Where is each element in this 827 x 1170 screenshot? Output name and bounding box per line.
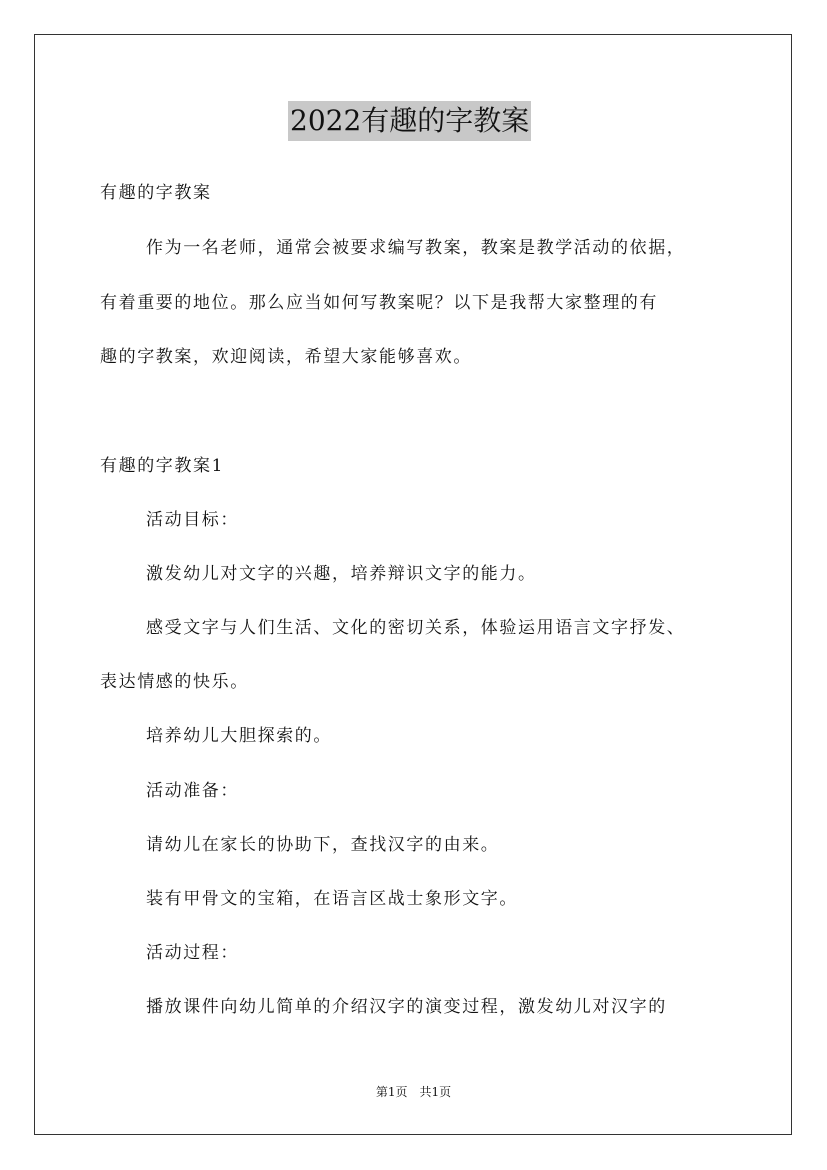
body-line: 表达情感的快乐。: [100, 672, 249, 692]
body-line: 播放课件向幼儿简单的介绍汉字的演变过程，激发幼儿对汉字的: [146, 997, 667, 1017]
document-subtitle: 有趣的字教案: [100, 183, 212, 203]
body-line: 活动目标：: [146, 510, 239, 530]
intro-line: 有着重要的地位。那么应当如何写教案呢？以下是我帮大家整理的有: [100, 293, 658, 313]
intro-line: 趣的字教案，欢迎阅读，希望大家能够喜欢。: [100, 347, 472, 367]
document-title: 2022有趣的字教案: [288, 101, 531, 141]
body-line: 培养幼儿大胆探索的。: [146, 726, 332, 746]
page-number-footer: 第1页 共1页: [375, 1085, 452, 1099]
body-line: 激发幼儿对文字的兴趣，培养辩识文字的能力。: [146, 564, 537, 584]
section-heading: 有趣的字教案1: [100, 456, 225, 476]
body-line: 请幼儿在家长的协助下，查找汉字的由来。: [146, 835, 500, 855]
body-line: 装有甲骨文的宝箱，在语言区战士象形文字。: [146, 889, 518, 909]
intro-line: 作为一名老师，通常会被要求编写教案，教案是教学活动的依据，: [146, 238, 686, 258]
body-line: 活动准备：: [146, 781, 239, 801]
body-line: 活动过程：: [146, 943, 239, 963]
body-line: 感受文字与人们生活、文化的密切关系，体验运用语言文字抒发、: [146, 618, 686, 638]
